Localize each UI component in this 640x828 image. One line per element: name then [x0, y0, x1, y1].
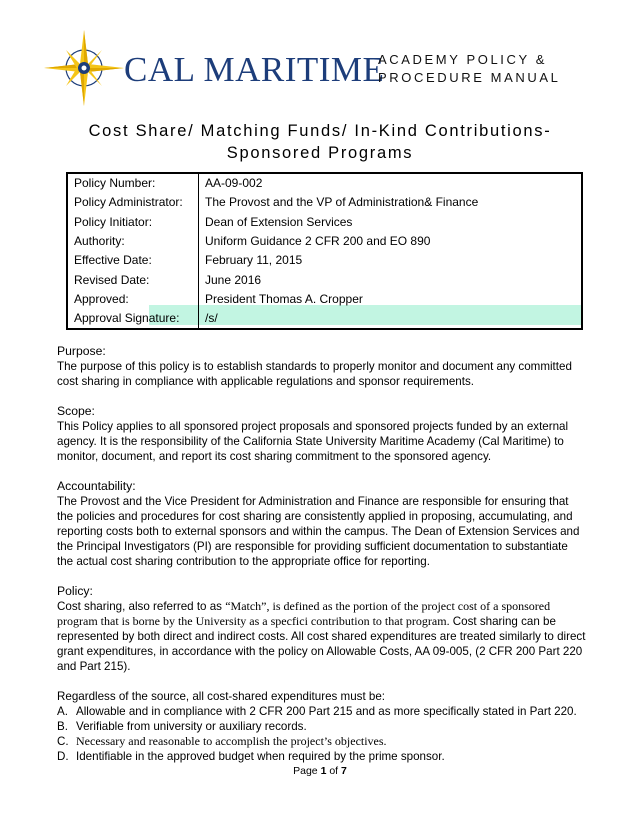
policy-field-label: Approved:	[67, 290, 199, 309]
policy-text	[57, 599, 587, 674]
document-header	[40, 28, 610, 108]
accountability-heading: Accountability:	[57, 479, 136, 493]
policy-text-part2: Cost sharing can be represented by both direct and indirect costs. All cost shared expenditures are treated similarly to direct grant expenditures, in accordance with the policy on Allowable Costs, AA 09-005, (2 CFR 200 Part 220 and Part 215).	[57, 615, 586, 673]
manual-title	[378, 51, 560, 87]
policy-field-value: February 11, 2015	[205, 253, 303, 268]
policy-field-value: Uniform Guidance 2 CFR 200 and EO 890	[205, 234, 431, 249]
policy-table-row	[67, 213, 582, 232]
criteria-item	[57, 734, 587, 749]
policy-table-row	[67, 173, 582, 193]
policy-field-value: AA-09-002	[205, 176, 263, 191]
criteria-marker: B.	[57, 720, 68, 733]
title-line2: Sponsored Programs	[226, 144, 414, 162]
brand-name: CAL MARITIME	[124, 50, 385, 89]
policy-text-serif: “Match”, is defined as the portion of the project cost of a sponsored program that is borne by the University as a specfici contribution to that program.	[57, 599, 551, 628]
of-word: of	[329, 765, 339, 777]
policy-field-value: /s/	[205, 311, 218, 326]
policy-table-row	[67, 251, 582, 270]
manual-title-line1: ACADEMY POLICY &	[378, 52, 547, 67]
policy-table-row	[67, 270, 582, 289]
criteria-text: Verifiable from university or auxiliary records.	[76, 720, 307, 733]
policy-info-table	[66, 172, 583, 330]
policy-field-label: Policy Administrator:	[67, 193, 199, 212]
policy-field-value: June 2016	[205, 272, 262, 287]
purpose-text: The purpose of this policy is to establish standards to properly monitor and document any committed cost sharing in compliance with applicable regulations and sponsor requirements.	[57, 360, 572, 388]
criteria-intro: Regardless of the source, all cost-shared expenditures must be:	[57, 690, 386, 703]
page-word: Page	[293, 765, 318, 777]
policy-text-part1: Cost sharing, also referred to as	[57, 600, 226, 613]
title-line1: Cost Share/ Matching Funds/ In-Kind Contributions-	[88, 122, 552, 140]
policy-field-label: Approval Signature:	[67, 309, 199, 329]
criteria-marker: C.	[57, 735, 69, 748]
criteria-marker: D.	[57, 750, 69, 763]
accountability-text: The Provost and the Vice President for Administration and Finance are responsible for ensuring that the policies and procedures for cost sharing are consistently applied in proposing, accumulating, and reporting costs both to external sponsors and within the campus. The Dean of Extension Services and the Principal Investigators (PI) are responsible for providing sufficient documentation to substantiate the actual cost sharing contribution to the appropriate office for reporting.	[57, 495, 580, 568]
criteria-list	[57, 704, 587, 764]
page-footer	[0, 765, 640, 777]
total-pages: 7	[341, 765, 347, 777]
scope-text: This Policy applies to all sponsored project proposals and sponsored projects funded by an external agency. It is the responsibility of the California State University Maritime Academy (Cal Maritime) to monitor, document, and report its cost sharing commitment to the sponsored agency.	[57, 420, 569, 463]
criteria-item	[57, 749, 587, 764]
compass-star-logo-icon	[40, 28, 128, 108]
manual-title-line2: PROCEDURE MANUAL	[378, 70, 561, 85]
criteria-item	[57, 719, 587, 734]
policy-table-row	[67, 193, 582, 212]
criteria-item	[57, 704, 587, 719]
policy-content	[57, 344, 587, 764]
policy-field-label: Policy Number:	[67, 173, 199, 193]
policy-field-label: Effective Date:	[67, 251, 199, 270]
document-title	[0, 120, 640, 164]
policy-field-value: Dean of Extension Services	[205, 214, 353, 229]
criteria-text: Necessary and reasonable to accomplish the project’s objectives.	[76, 734, 387, 748]
policy-heading: Policy:	[57, 584, 93, 598]
policy-table-row	[67, 232, 582, 251]
policy-table-row	[67, 309, 582, 329]
purpose-heading: Purpose:	[57, 344, 106, 358]
criteria-text: Allowable and in compliance with 2 CFR 200 Part 215 and as more specifically stated in Part 220.	[76, 705, 577, 718]
current-page: 1	[320, 765, 327, 777]
policy-field-value: The Provost and the VP of Administration& Finance	[205, 195, 479, 210]
criteria-text: Identifiable in the approved budget when required by the prime sponsor.	[76, 750, 445, 763]
criteria-marker: A.	[57, 705, 68, 718]
policy-field-label: Policy Initiator:	[67, 213, 199, 232]
policy-field-label: Authority:	[67, 232, 199, 251]
policy-field-label: Revised Date:	[67, 270, 199, 289]
policy-table-row	[67, 290, 582, 309]
policy-field-value: President Thomas A. Cropper	[205, 291, 363, 306]
scope-heading: Scope:	[57, 404, 95, 418]
